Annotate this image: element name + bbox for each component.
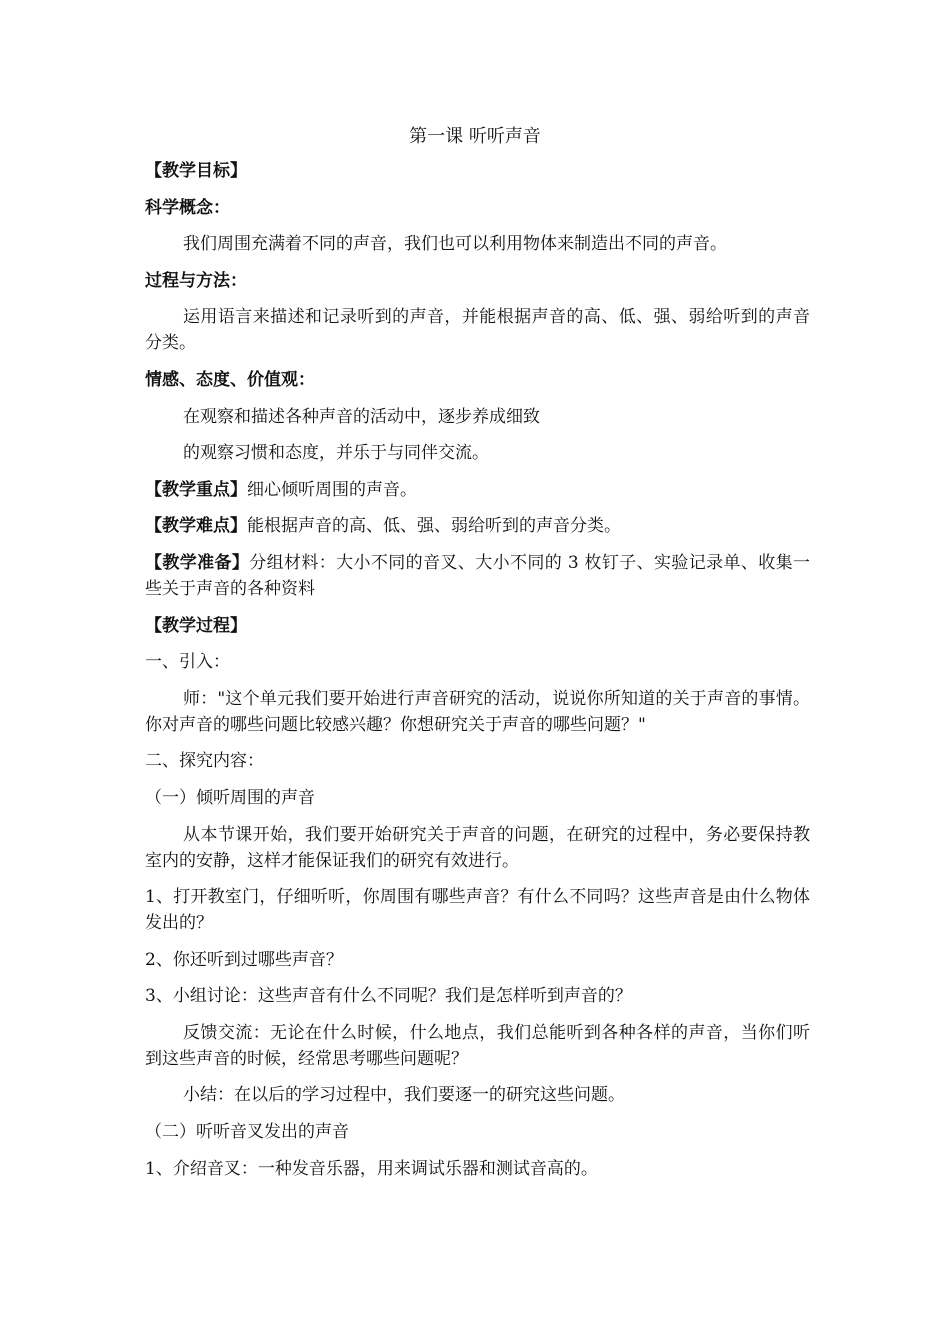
preparation-text: 分组材料：大小不同的音叉、大小不同的 3 枚钉子、实验记录单、收集一些关于声音的各种资料 [145, 552, 811, 599]
part1-feedback: 反馈交流：无论在什么时候，什么地点，我们总能听到各种各样的声音，当你们听到这些声音的时候，经常思考哪些问题呢？ [145, 1022, 810, 1069]
science-concept-heading: 科学概念： [145, 197, 230, 218]
science-concept-text: 我们周围充满着不同的声音，我们也可以利用物体来制造出不同的声音。 [183, 234, 727, 255]
key-point-text: 细心倾听周围的声音。 [247, 479, 417, 500]
process-heading: 【教学过程】 [145, 615, 247, 636]
part2-item-1: 1、介绍音叉：一种发音乐器，用来调试乐器和测试音高的。 [145, 1158, 598, 1179]
part1-summary: 小结：在以后的学习过程中，我们要逐一的研究这些问题。 [183, 1085, 625, 1106]
difficulty-label: 【教学难点】 [145, 516, 247, 537]
part1-item-3: 3、小组讨论：这些声音有什么不同呢？我们是怎样听到声音的？ [145, 986, 632, 1007]
objectives-heading: 【教学目标】 [145, 161, 247, 181]
preparation [145, 550, 810, 602]
part1-item-2: 2、你还听到过哪些声音？ [145, 949, 343, 970]
emotion-text-line-2: 的观察习惯和态度，并乐于与同伴交流。 [183, 443, 489, 464]
lesson-content [145, 158, 810, 1192]
part2-heading: （二）听听音叉发出的声音 [145, 1122, 349, 1143]
process-method-text: 运用语言来描述和记录听到的声音，并能根据声音的高、低、强、弱给听到的声音分类。 [145, 307, 810, 354]
process-method-heading: 过程与方法： [145, 270, 247, 291]
part1-heading: （一）倾听周围的声音 [145, 787, 315, 808]
emotion-text-line-1: 在观察和描述各种声音的活动中，逐步养成细致 [183, 406, 540, 427]
part1-text: 从本节课开始，我们要开始研究关于声音的问题，在研究的过程中，务必要保持教室内的安静，这样才能保证我们的研究有效进行。 [145, 824, 810, 871]
emotion-heading: 情感、态度、价值观： [145, 369, 315, 390]
intro-heading: 一、引入： [145, 652, 230, 673]
difficulty-text: 能根据声音的高、低、强、弱给听到的声音分类。 [247, 516, 621, 537]
explore-heading: 二、探究内容： [145, 751, 264, 772]
intro-text: 师："这个单元我们要开始进行声音研究的活动，说说你所知道的关于声音的事情。你对声音的哪些问题比较感兴趣？你想研究关于声音的哪些问题？" [145, 688, 810, 735]
lesson-title: 第一课 听听声音 [409, 126, 541, 147]
key-point-label: 【教学重点】 [145, 479, 247, 500]
key-point [145, 477, 810, 503]
part1-item-1: 1、打开教室门，仔细听听，你周围有哪些声音？有什么不同吗？这些声音是由什么物体发出的？ [145, 887, 810, 934]
difficulty [145, 513, 810, 539]
preparation-label: 【教学准备】 [145, 552, 250, 573]
